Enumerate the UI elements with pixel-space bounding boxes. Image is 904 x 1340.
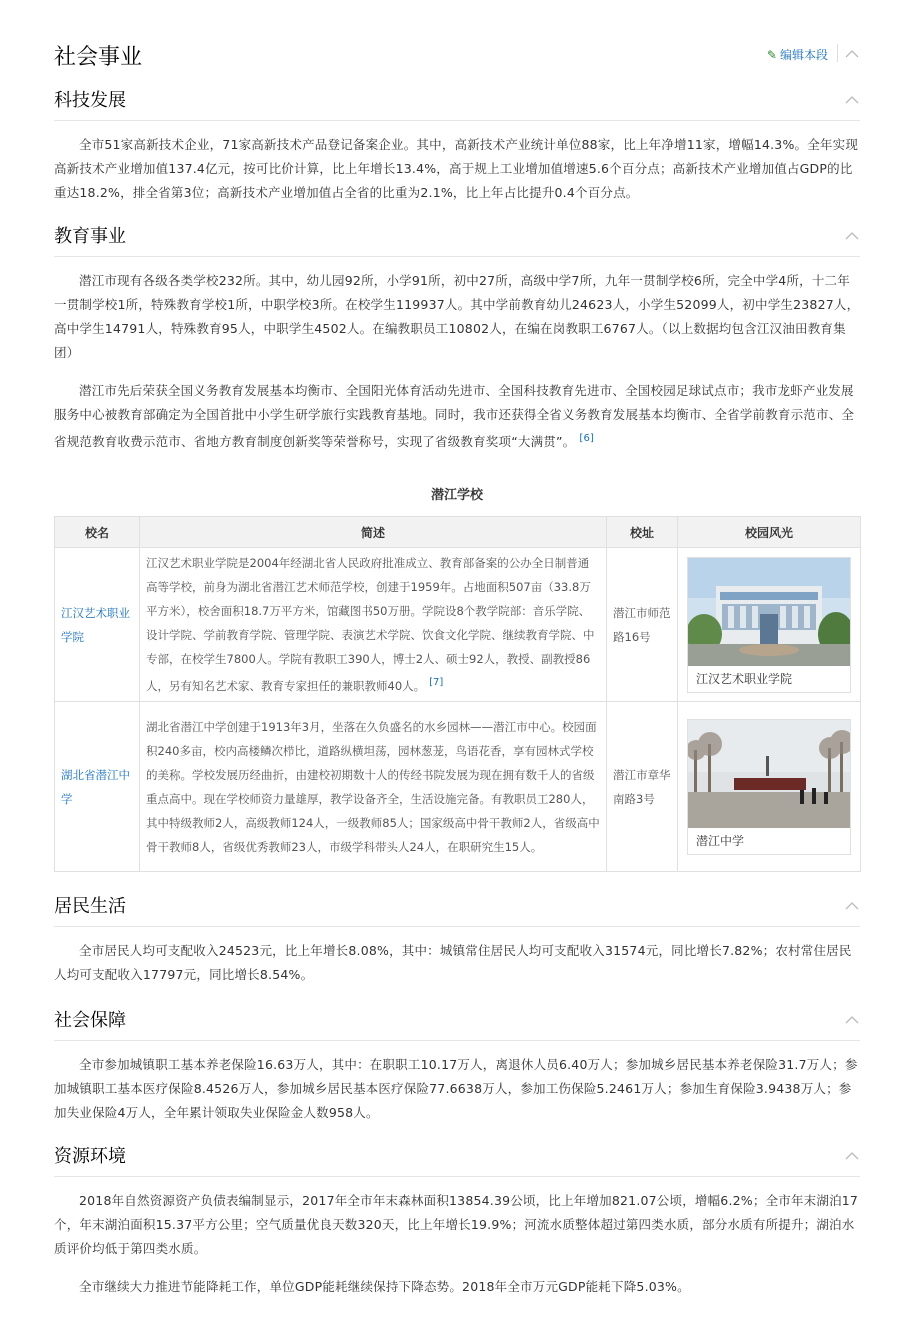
column-header: 校址 — [607, 517, 678, 548]
school-photo-cell — [678, 548, 861, 702]
description-text: 江汉艺术职业学院是2004年经湖北省人民政府批准成立、教育部备案的公办全日制普通高等学校，前身为湖北省潜江艺术师范学校，创建于1959年。占地面积507亩（33.8万平方米），校舍面积18.7万平方米，馆藏图书50万册。学院设8个教学院部：音乐学院、设计学院、学前教育学院、管理学院、表演艺术学院、饮食文化学院、继续教育学院、中专部，在校学生7800人。学院有教职工390人，博士2人、硕士92人，教授、副教授86人，另有知名艺术家、教育专家担任的兼职教师40人。 — [146, 556, 595, 693]
school-table — [54, 516, 861, 872]
paragraph: 全市参加城镇职工基本养老保险16.63万人，其中：在职职工10.17万人，离退休人员6.40万人；参加城乡居民基本养老保险31.7万人；参加城镇职工基本医疗保险8.4526万人，参加城乡居民基本医疗保险77.6638万人，参加工伤保险5.2461万人；参加生育保险3.9438万人；参加失业保险4万人，全年累计领取失业保险金人数958人。 — [54, 1057, 858, 1120]
collapse-caret-icon[interactable] — [844, 898, 860, 914]
paragraph — [54, 379, 860, 454]
paragraph-text: 潜江市先后荣获全国义务教育发展基本均衡市、全国阳光体育活动先进市、全国科技教育先进市、全国校园足球试点市；我市龙虾产业发展服务中心被教育部确定为全国首批中小学生研学旅行实践教育基地。同时，我市还获得全省义务教育发展基本均衡市、全省学前教育示范市、全省规范教育收费示范市、省地方教育制度创新奖等荣誉称号，实现了省级教育奖项“大满贯”。 — [54, 383, 855, 450]
paragraph: 全市继续大力推进节能降耗工作，单位GDP能耗继续保持下降态势。2018年全市万元GDP能耗下降5.03%。 — [79, 1279, 690, 1294]
section-header — [54, 892, 860, 927]
page-title: 社会事业 — [54, 45, 143, 70]
paragraph: 全市居民人均可支配收入24523元，比上年增长8.08%，其中：城镇常住居民人均可支配收入31574元，同比增长7.82%；农村常住居民人均可支配收入17797元，同比增长8.54%。 — [54, 943, 852, 982]
collapse-caret-icon[interactable] — [844, 1148, 860, 1164]
collapse-caret-icon[interactable] — [844, 46, 860, 62]
school-description: 湖北省潜江中学创建于1913年3月，坐落在久负盛名的水乡园林——潜江市中心。校园面积240多亩，校内高楼鳞次栉比，道路纵横坦荡，园林葱茏，鸟语花香，享有园林式学校的美称。学校发展历经曲折，由建校初期数十人的传经书院发展为现在拥有数千人的省级重点高中。现在学校师资力量雄厚，教学设备齐全，生活设施完备。有教职员工280人，其中特级教师2人，高级教师124人，一级教师85人；国家级高中骨干教师2人，省级高中骨干教师8人，省级优秀教师23人，市级学科带头人24人，在职研究生15人。 — [140, 702, 607, 872]
page-title-row — [54, 38, 860, 74]
reference-link[interactable]: [7] — [429, 677, 444, 689]
section-header — [54, 222, 860, 257]
paragraph: 2018年自然资源资产负债表编制显示，2017年全市年末森林面积13854.39公顷，比上年增加821.07公顷，增幅6.2%；全市年末湖泊17个，年末湖泊面积15.37平方公里；空气质量优良天数320天，比上年增长19.9%；河流水质整体超过第四类水质，部分水质有所提升；湖泊水质评价均低于第四类水质。 — [54, 1193, 859, 1256]
photo-caption: 潜江中学 — [696, 833, 745, 848]
column-header: 简述 — [140, 517, 607, 548]
column-header: 校园风光 — [678, 517, 861, 548]
divider — [837, 44, 838, 62]
table-header-row — [55, 517, 861, 548]
paragraph: 潜江市现有各级各类学校232所。其中，幼儿园92所，小学91所，初中27所，高级中学7所，九年一贯制学校6所，完全中学4所，十二年一贯制学校1所，特殊教育学校1所，中职学校3所。在校学生119937人。其中学前教育幼儿24623人，小学生52099人，初中学生23827人，高中学生14791人，特殊教育95人，中职学生4502人。在编教职员工10802人，在编在岗教职工6767人。（以上数据均包含江汉油田教育集团） — [54, 273, 860, 360]
section-header — [54, 86, 860, 121]
section-header — [54, 1142, 860, 1177]
school-address: 潜江市章华南路3号 — [607, 702, 678, 872]
section-title: 科技发展 — [54, 90, 126, 111]
school-name-link[interactable]: 湖北省潜江中学 — [55, 702, 140, 872]
photo-caption: 江汉艺术职业学院 — [696, 671, 793, 686]
section-title: 社会保障 — [54, 1010, 126, 1031]
edit-section-button[interactable] — [767, 46, 828, 63]
column-header: 校名 — [55, 517, 140, 548]
section-title: 居民生活 — [54, 896, 126, 917]
campus-photo — [688, 558, 850, 666]
table-row — [55, 702, 861, 872]
section-title: 资源环境 — [54, 1146, 126, 1167]
section-education — [54, 222, 860, 454]
school-description — [140, 548, 607, 702]
collapse-caret-icon[interactable] — [844, 1012, 860, 1028]
section-resident-life — [54, 892, 860, 987]
table-caption: 潜江学校 — [430, 488, 483, 503]
section-header — [54, 1006, 860, 1041]
table-row — [55, 548, 861, 702]
section-social-security — [54, 1006, 860, 1125]
school-photo[interactable] — [687, 719, 851, 855]
collapse-caret-icon[interactable] — [844, 92, 860, 108]
campus-photo — [688, 720, 850, 828]
section-tech — [54, 86, 860, 205]
school-address: 潜江市师范路16号 — [607, 548, 678, 702]
section-environment — [54, 1142, 860, 1299]
section-title: 教育事业 — [54, 226, 126, 247]
paragraph: 全市51家高新技术企业，71家高新技术产品登记备案企业。其中，高新技术产业统计单位88家，比上年净增11家，增幅14.3%。全年实现高新技术产业增加值137.4亿元，按可比价计算，比上年增长13.4%，高于规上工业增加值增速5.6个百分点；高新技术产业增加值占GDP的比重达18.2%，排全省第3位；高新技术产业增加值占全省的比重为2.1%，比上年占比提升0.4个百分点。 — [54, 137, 859, 200]
school-photo-cell — [678, 702, 861, 872]
school-name-link[interactable]: 江汉艺术职业学院 — [55, 548, 140, 702]
collapse-caret-icon[interactable] — [844, 228, 860, 244]
reference-link[interactable]: [6] — [579, 433, 595, 444]
pen-icon: ✎ — [766, 48, 777, 62]
edit-label: 编辑本段 — [779, 48, 828, 62]
school-photo[interactable] — [687, 557, 851, 693]
